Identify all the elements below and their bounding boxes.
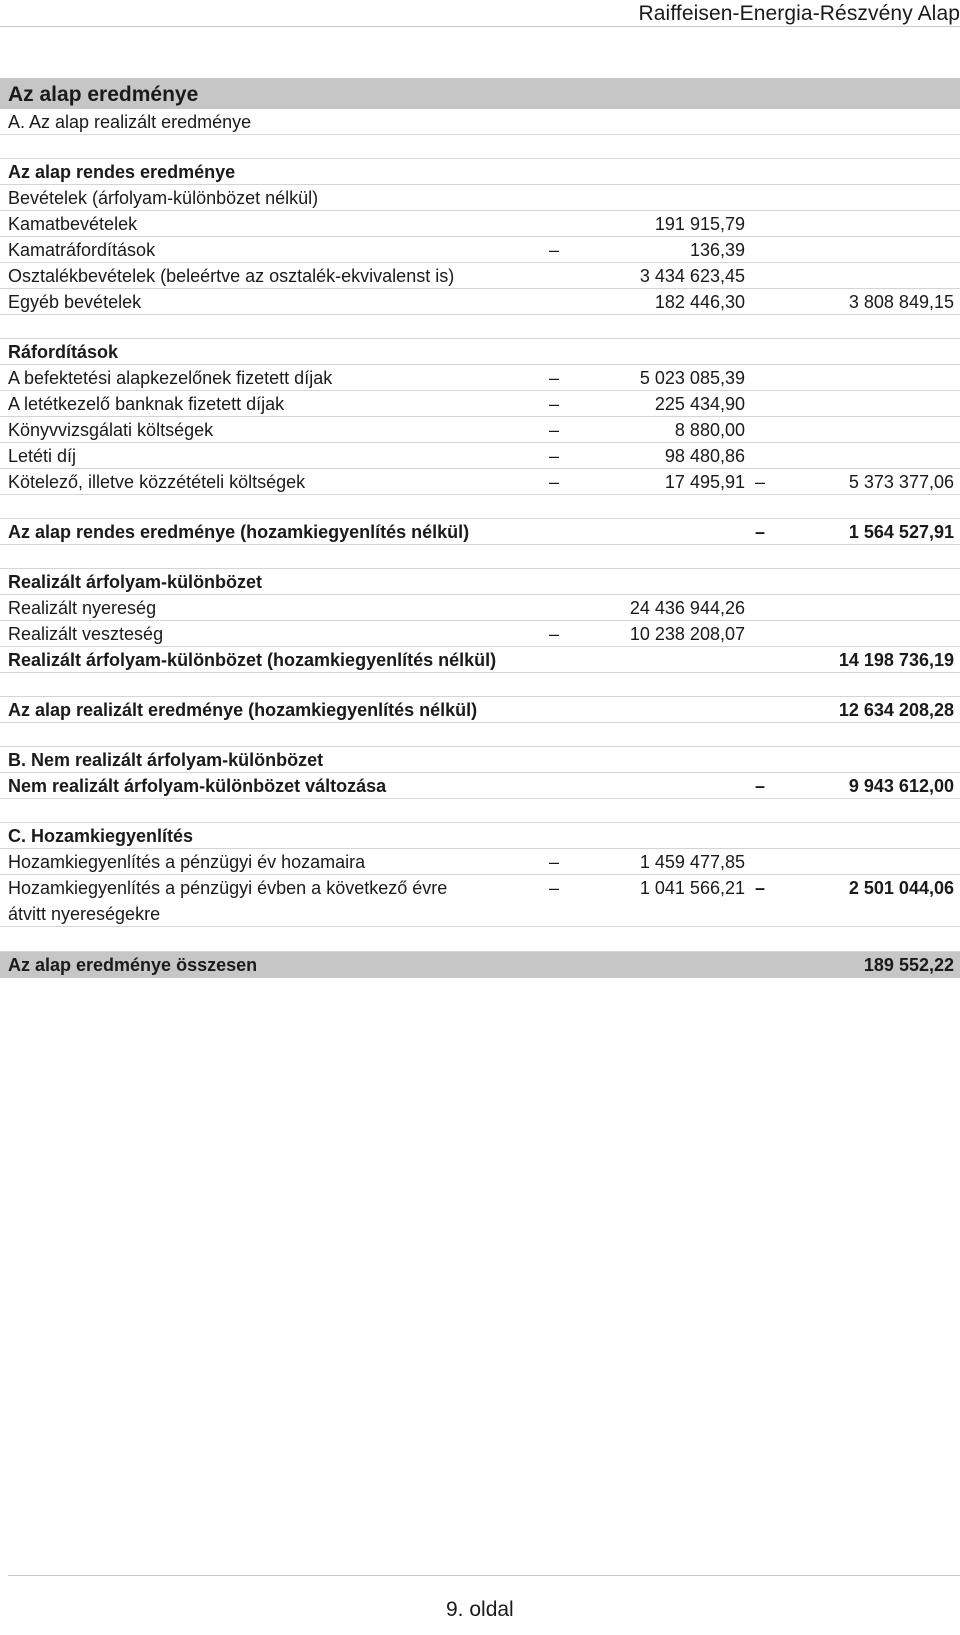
row-label: Realizált árfolyam-különbözet [8,572,263,592]
amount-column-1: 191 915,79 [654,214,745,234]
amount-column-1: 24 436 944,26 [629,598,745,618]
statement-row [0,417,960,443]
amount-column-1: 17 495,91 [664,472,745,492]
minus-sign-1: – [549,446,560,466]
spacer-row [0,495,960,519]
statement-row [0,469,960,495]
minus-sign-2: – [755,878,766,898]
spacer-row [0,135,960,159]
amount-column-2: 3 808 849,15 [848,292,954,312]
row-label: Kötelező, illetve közzétételi költségek [8,472,306,492]
spacer-row [0,545,960,569]
minus-sign-2: – [755,472,766,492]
total-row [0,952,960,978]
row-label: Realizált veszteség [8,624,164,644]
row-label: Letéti díj [8,446,77,466]
spacer-row [0,799,960,823]
statement-row [0,391,960,417]
page-number: 9. oldal [446,1598,514,1621]
row-label: Az alap rendes eredménye (hozamkiegyenlítés nélkül) [8,522,470,542]
amount-column-1: 136,39 [689,240,745,260]
amount-column-2: 1 564 527,91 [848,522,954,542]
row-label: A befektetési alapkezelőnek fizetett díjak [8,368,333,388]
row-label: Az alap rendes eredménye [8,162,236,182]
spacer-row [0,673,960,697]
footer-divider [8,1575,960,1576]
total-value: 189 552,22 [863,955,954,975]
amount-column-1: 1 459 477,85 [639,852,745,872]
row-label: Könyvvizsgálati költségek [8,420,214,440]
row-label: Kamatbevételek [8,214,138,234]
minus-sign-1: – [549,420,560,440]
statement-row [0,339,960,365]
statement-row [0,237,960,263]
row-label: A letétkezelő banknak fizetett díjak [8,394,285,414]
statement-row [0,595,960,621]
minus-sign-1: – [549,624,560,644]
statement-row [0,697,960,723]
statement-row [0,823,960,849]
amount-column-2: 2 501 044,06 [848,878,954,898]
amount-column-1: 5 023 085,39 [639,368,745,388]
statement-row [0,647,960,673]
fund-name: Raiffeisen-Energia-Részvény Alap [638,2,960,25]
minus-sign-1: – [549,368,560,388]
statement-rows [0,109,960,927]
minus-sign-1: – [549,852,560,872]
statement-row [0,365,960,391]
row-label: Bevételek (árfolyam-különbözet nélkül) [8,188,319,208]
row-label: Hozamkiegyenlítés a pénzügyi év hozamaira [8,852,366,872]
results-statement [0,78,960,978]
spacer-row [0,723,960,747]
statement-row [0,519,960,545]
amount-column-1: 98 480,86 [664,446,745,466]
statement-row [0,185,960,211]
minus-sign-1: – [549,394,560,414]
amount-column-1: 10 238 208,07 [629,624,745,644]
statement-row [0,211,960,237]
statement-row [0,443,960,469]
minus-sign-1: – [549,472,560,492]
amount-column-2: 14 198 736,19 [838,650,954,670]
row-label: Az alap realizált eredménye (hozamkiegyenlítés nélkül) [8,700,478,720]
row-label: A. Az alap realizált eredménye [8,112,252,132]
row-label: Kamatráfordítások [8,240,156,260]
spacer-row [0,315,960,339]
statement-row [0,747,960,773]
row-label: Hozamkiegyenlítés a pénzügyi évben a következő évre átvitt nyereségekre [8,878,448,924]
minus-sign-1: – [549,878,560,898]
statement-row [0,289,960,315]
section-title: Az alap eredménye [0,78,960,109]
minus-sign-2: – [755,522,766,542]
amount-column-1: 1 041 566,21 [639,878,745,898]
statement-row [0,569,960,595]
amount-column-1: 8 880,00 [674,420,745,440]
row-label: Egyéb bevételek [8,292,142,312]
row-label: Nem realizált árfolyam-különbözet változása [8,776,387,796]
row-label: Osztalékbevételek (beleértve az osztalék-ekvivalenst is) [8,266,455,286]
amount-column-1: 225 434,90 [654,394,745,414]
statement-row [0,849,960,875]
spacer-row [0,927,960,952]
statement-row [0,263,960,289]
row-label: B. Nem realizált árfolyam-különbözet [8,750,324,770]
total-label: Az alap eredménye összesen [8,955,258,975]
page-header [0,0,960,27]
statement-row [0,621,960,647]
row-label: Ráfordítások [8,342,119,362]
statement-row [0,773,960,799]
amount-column-1: 182 446,30 [654,292,745,312]
statement-row [0,159,960,185]
minus-sign-1: – [549,240,560,260]
statement-row [0,109,960,135]
row-label: Realizált nyereség [8,598,157,618]
amount-column-2: 12 634 208,28 [838,700,954,720]
statement-row [0,875,960,927]
minus-sign-2: – [755,776,766,796]
row-label: C. Hozamkiegyenlítés [8,826,194,846]
amount-column-2: 9 943 612,00 [848,776,954,796]
amount-column-2: 5 373 377,06 [848,472,954,492]
row-label: Realizált árfolyam-különbözet (hozamkiegyenlítés nélkül) [8,650,497,670]
amount-column-1: 3 434 623,45 [639,266,745,286]
